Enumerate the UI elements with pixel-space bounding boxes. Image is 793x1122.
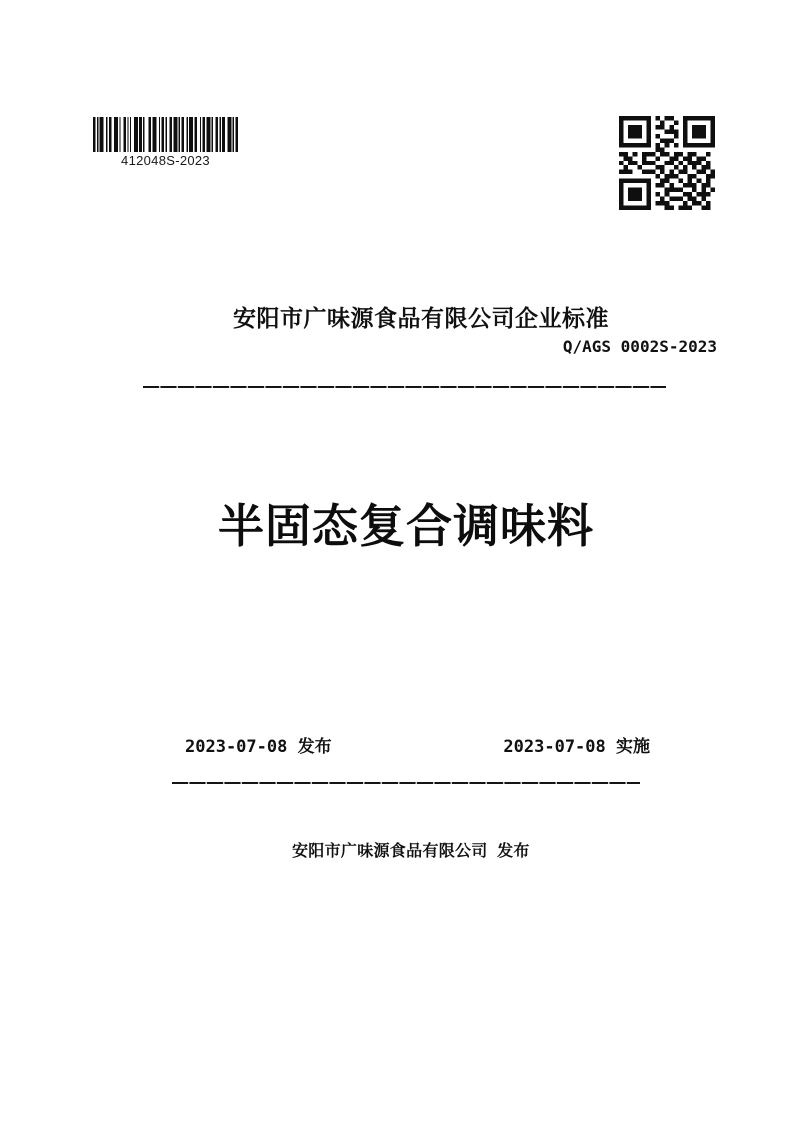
barcode-icon xyxy=(93,117,238,152)
bottom-divider-line xyxy=(172,782,640,784)
top-divider-line xyxy=(143,386,666,388)
barcode-label: 412048S-2023 xyxy=(121,153,210,168)
issue-date: 2023-07-08 发布 xyxy=(185,737,332,757)
barcode-block xyxy=(93,117,238,168)
publisher-line: 安阳市广味源食品有限公司 发布 xyxy=(292,843,530,860)
standard-number: Q/AGS 0002S-2023 xyxy=(562,337,717,356)
implementation-date: 2023-07-08 实施 xyxy=(503,737,650,757)
enterprise-standard-heading: 安阳市广味源食品有限公司企业标准 xyxy=(233,305,609,331)
qr-code-icon xyxy=(619,116,715,210)
document-title: 半固态复合调味料 xyxy=(218,500,594,552)
